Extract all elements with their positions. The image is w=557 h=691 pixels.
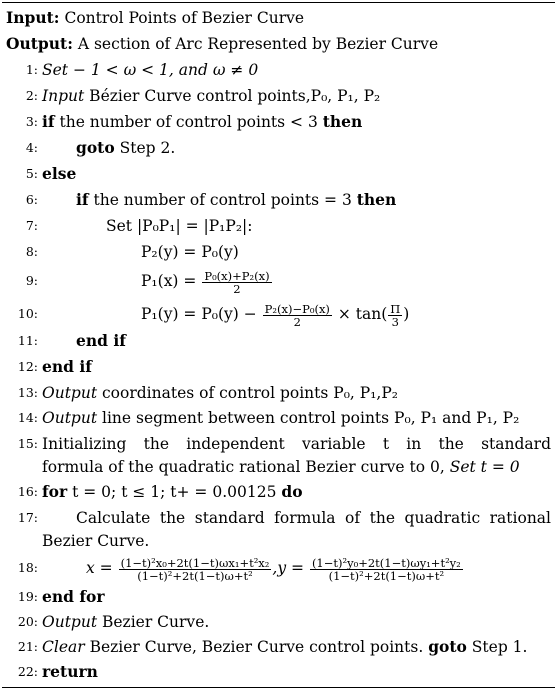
line-text: line segment between control points P₀, P₁ and P₁, P₂ — [97, 409, 520, 427]
line-text: Initializing the independent variable t in the standard — [42, 435, 551, 453]
fraction-denominator: (1−t)²+2t(1−t)ω+t² — [328, 568, 445, 583]
line-number: 13: — [17, 385, 38, 400]
fraction — [119, 557, 272, 582]
fraction — [263, 303, 332, 328]
keyword-output: Output — [42, 409, 98, 427]
fraction-denominator: 2 — [293, 314, 301, 329]
bottom-rule — [2, 687, 555, 688]
line-text: ,y = — [272, 559, 309, 577]
keyword-then: then — [356, 190, 397, 209]
output-text: A section of Arc Represented by Bezier Curve — [77, 35, 439, 53]
line-number: 10: — [17, 306, 38, 321]
line-number: 11: — [17, 333, 38, 348]
line-number: 1: — [25, 62, 38, 77]
line-text: ) — [403, 305, 410, 323]
line-text: Set − 1 < ω < 1, and ω ≠ 0 — [42, 61, 259, 79]
keyword-output: Output — [42, 613, 98, 631]
keyword-if: if — [42, 112, 55, 131]
fraction-numerator: (1−t)²y₀+2t(1−t)ωy₁+t²y₂ — [311, 555, 461, 570]
line-number: 22: — [17, 664, 38, 679]
line-number: 8: — [25, 244, 38, 259]
input-label: Input: — [6, 8, 60, 27]
line-text: P₁(x) = — [141, 272, 202, 290]
keyword-return: return — [42, 662, 98, 681]
keyword-goto: goto — [76, 138, 115, 157]
keyword-clear: Clear — [42, 638, 85, 656]
line-text: Set |P₀P₁| = |P₁P₂|: — [106, 217, 253, 235]
fraction-numerator: P₀(x)+P₂(x) — [204, 268, 270, 283]
line-text: Step 2. — [114, 139, 176, 157]
line-text: the number of control points < 3 — [54, 113, 323, 131]
fraction — [388, 303, 402, 328]
output-line — [6, 34, 551, 54]
line-number: 14: — [17, 410, 38, 425]
algo-line-18 — [6, 552, 551, 584]
line-number: 4: — [25, 140, 38, 155]
algorithm-box — [2, 2, 555, 689]
keyword-then: then — [322, 112, 363, 131]
line-number: 20: — [17, 614, 38, 629]
keyword-end-if: end if — [76, 331, 126, 350]
line-text: Bezier Curve, Bezier Curve control points. — [84, 638, 429, 656]
line-text: Calculate the standard formula of the quadratic rational — [76, 509, 551, 527]
top-rule — [2, 2, 555, 3]
keyword-set: Set t = 0 — [449, 458, 520, 476]
line-text: coordinates of control points P₀, P₁,P₂ — [97, 384, 398, 402]
line-number: 17: — [17, 510, 38, 525]
line-text: formula of the quadratic rational Bezier curve to 0, — [42, 458, 450, 476]
algo-line-10 — [6, 299, 551, 329]
line-text: x = — [86, 559, 118, 577]
keyword-do: do — [281, 482, 303, 501]
line-text: t = 0; t ≤ 1; t+ = 0.00125 — [67, 483, 282, 501]
line-number: 6: — [25, 192, 38, 207]
fraction-denominator: 2 — [233, 281, 241, 296]
line-number: 9: — [25, 273, 38, 288]
algo-line-9 — [6, 266, 551, 296]
line-text: Bezier Curve. — [97, 613, 210, 631]
line-text: Bézier Curve control points,P₀, P₁, P₂ — [84, 87, 381, 105]
line-text: P₁(y) = P₀(y) − — [141, 305, 262, 323]
keyword-end-if: end if — [42, 357, 92, 376]
line-number: 12: — [17, 359, 38, 374]
keyword-goto: goto — [428, 637, 467, 656]
line-number: 18: — [17, 560, 38, 575]
line-number: 2: — [25, 88, 38, 103]
input-line — [6, 8, 551, 28]
line-number: 21: — [17, 639, 38, 654]
fraction-denominator: (1−t)²+2t(1−t)ω+t² — [137, 568, 253, 583]
line-text: the number of control points = 3 — [88, 191, 357, 209]
fraction — [310, 557, 463, 582]
fraction-denominator: 3 — [391, 314, 399, 329]
keyword-input: Input — [42, 87, 85, 105]
line-text: P₂(y) = P₀(y) — [141, 243, 239, 261]
line-number: 7: — [25, 218, 38, 233]
line-text: Step 1. — [466, 638, 528, 656]
line-number: 16: — [17, 484, 38, 499]
line-number: 19: — [17, 589, 38, 604]
fraction-numerator: (1−t)²x₀+2t(1−t)ωx₁+t²x₂ — [120, 555, 270, 570]
keyword-else: else — [42, 164, 77, 183]
fraction — [202, 270, 271, 295]
fraction-numerator: Π — [390, 301, 401, 316]
line-number: 3: — [25, 114, 38, 129]
output-label: Output: — [6, 34, 73, 53]
line-number: 15: — [17, 436, 38, 451]
line-text: Bezier Curve. — [42, 532, 150, 550]
line-number: 5: — [25, 166, 38, 181]
input-text: Control Points of Bezier Curve — [64, 9, 305, 27]
line-text: × tan( — [332, 305, 388, 323]
keyword-end-for: end for — [42, 587, 105, 606]
fraction-numerator: P₂(x)−P₀(x) — [264, 301, 330, 316]
keyword-output: Output — [42, 384, 98, 402]
keyword-for: for — [42, 482, 68, 501]
keyword-if: if — [76, 190, 89, 209]
